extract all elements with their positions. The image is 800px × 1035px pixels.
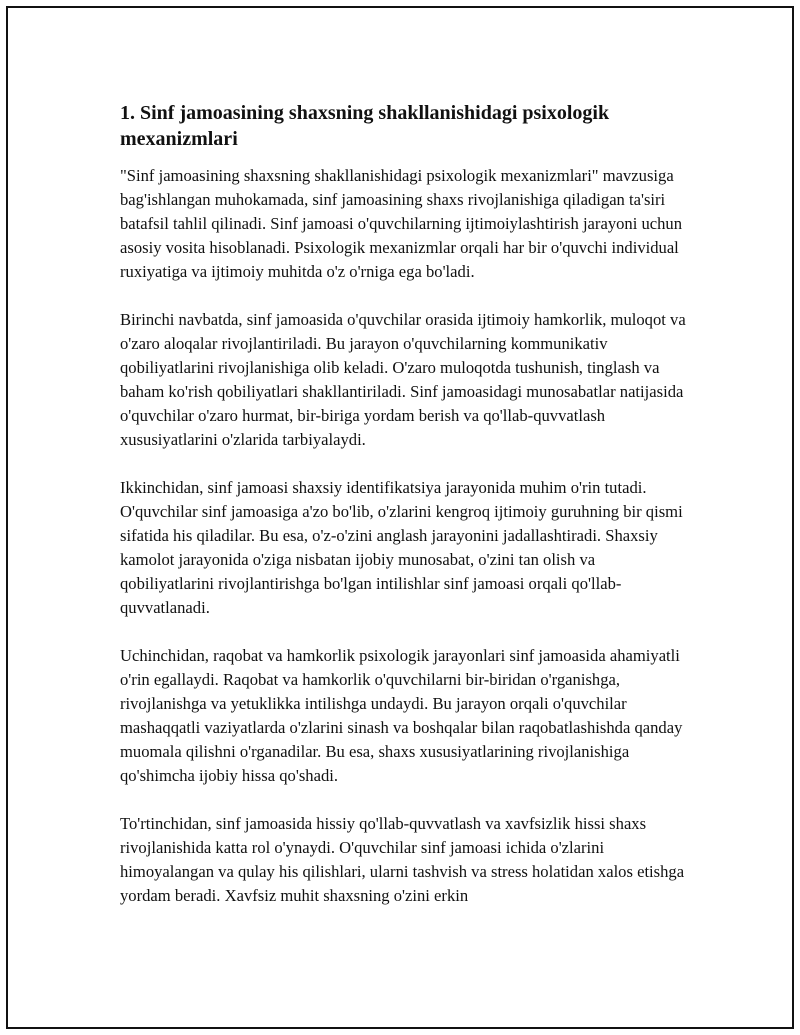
paragraph-third-point: Uchinchidan, raqobat va hamkorlik psixologik jarayonlari sinf jamoasida ahamiyatli o'rin egallaydi. Raqobat va hamkorlik o'quvchilarni bir-biridan o'rganishga, rivojlanishga va yetuklikka intilishga undaydi. Bu jarayon orqali o'quvchilar mashaqqatli vaziyatlarda o'zlarini sinash va boshqalar bilan raqobatlashishda qanday muomala qilishni o'rganadilar. Bu esa, shaxs xususiyatlarining rivojlanishiga qo'shimcha ijobiy hissa qo'shadi. bbox=[120, 646, 683, 785]
paragraph-first-point: Birinchi navbatda, sinf jamoasida o'quvchilar orasida ijtimoiy hamkorlik, muloqot va o'zaro aloqalar rivojlantiriladi. Bu jarayon o'quvchilarning kommunikativ qobiliyatlarini rivojlanishiga olib keladi. O'zaro muloqotda tushunish, tinglash va baham ko'rish qobiliyatlari shakllantiriladi. Sinf jamoasidagi munosabatlar natijasida o'quvchilar o'zaro hurmat, bir-biriga yordam berish va qo'llab-quvvatlash xususiyatlarini o'zlarida tarbiyalaydi. bbox=[120, 310, 686, 449]
paragraph-second-point: Ikkinchidan, sinf jamoasi shaxsiy identifikatsiya jarayonida muhim o'rin tutadi. O'quvchilar sinf jamoasiga a'zo bo'lib, o'zlarini kengroq ijtimoiy guruhning bir qismi sifatida his qiladilar. Bu esa, o'z-o'zini anglash jarayonini jadallashtiradi. Shaxsiy kamolot jarayonida o'ziga nisbatan ijobiy munosabat, o'zini tan olish va qobiliyatlarini rivojlantirishga bo'lgan intilishlar sinf jamoasi orqali qo'llab-quvvatlanadi. bbox=[120, 478, 683, 617]
document-page bbox=[6, 6, 794, 1029]
paragraph-intro: "Sinf jamoasining shaxsning shakllanishidagi psixologik mexanizmlari" mavzusiga bag'ishlangan muhokamada, sinf jamoasining shaxs rivojlanishiga qiladigan ta'siri batafsil tahlil qilinadi. Sinf jamoasi o'quvchilarning ijtimoiylashtirish jarayoni uchun asosiy vosita hisoblanadi. Psixologik mexanizmlar orqali har bir o'quvchi individual ruxiyatiga va ijtimoiy muhitda o'z o'rniga ega bo'ladi. bbox=[120, 166, 683, 281]
paragraph-fourth-point: To'rtinchidan, sinf jamoasida hissiy qo'llab-quvvatlash va xavfsizlik hissi shaxs rivojlanishida katta rol o'ynaydi. O'quvchilar sinf jamoasi ichida o'zlarini himoyalangan va qulay his qilishlari, ularni tashvish va stress holatidan xalos etishga yordam beradi. Xavfsiz muhit shaxsning o'zini erkin bbox=[120, 814, 685, 905]
section-heading: 1. Sinf jamoasining shaxsning shakllanishidagi psixologik mexanizmlari bbox=[120, 102, 610, 150]
document-body bbox=[120, 100, 690, 932]
